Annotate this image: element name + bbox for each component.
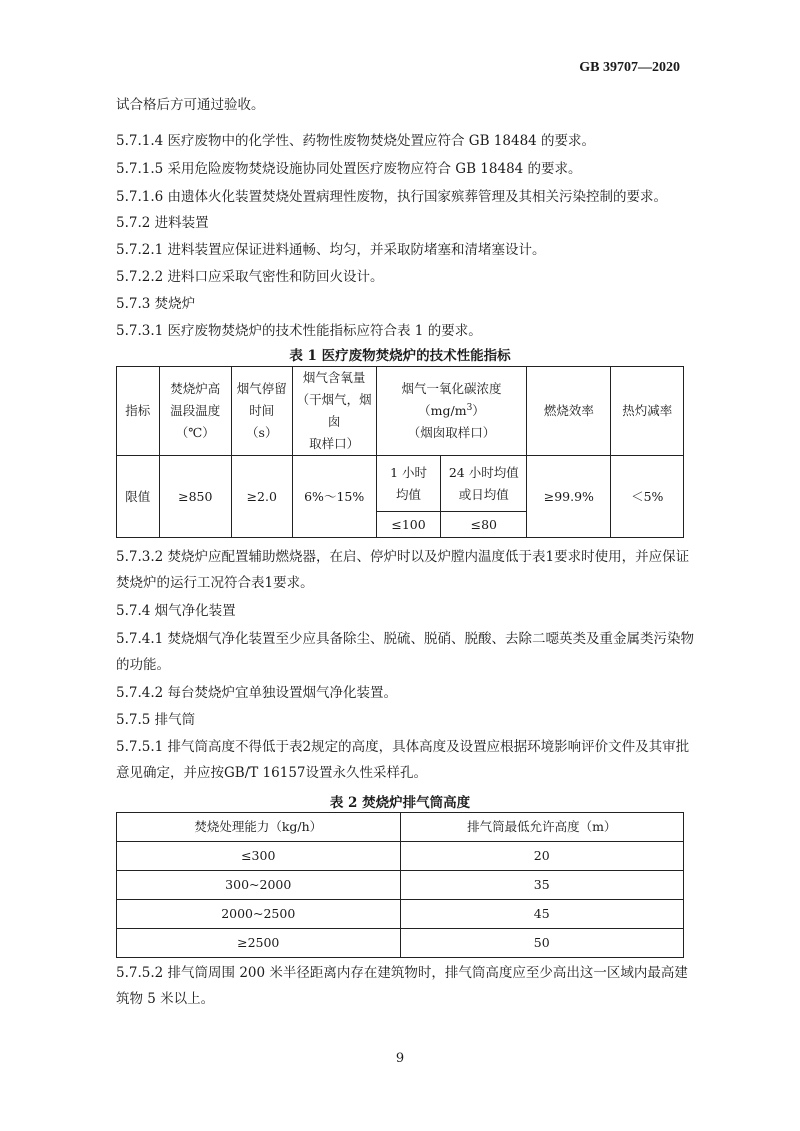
paragraph: 5.7.4.2 每台焚烧炉宜单独设置烟气净化装置。: [116, 685, 398, 701]
header-efficiency: 燃烧效率: [527, 367, 611, 456]
page-number: 9: [395, 1051, 405, 1066]
value-residence-time: ≥2.0: [231, 456, 292, 538]
table1-caption: 表 1 医疗废物焚烧炉的技术性能指标: [289, 348, 511, 364]
capacity-cell: 2000~2500: [117, 900, 401, 929]
section-heading: 5.7.5 排气筒: [116, 712, 196, 728]
header-co-concentration: 烟气一氧化碳浓度 $(mg/m^3)$ （烟囱取样口）: [376, 367, 527, 456]
paragraph: 5.7.1.6 由遗体火化装置焚烧处置病理性废物，执行国家殡葬管理及其相关污染控制的要求。: [116, 189, 668, 205]
paragraph: 5.7.2.2 进料口应采取气密性和防回火设计。: [116, 269, 384, 285]
header-oxygen: 烟气含氧量 （干烟气，烟囱 取样口）: [292, 367, 376, 456]
value-oxygen: 6%～15%: [292, 456, 376, 538]
paragraph: 5.7.4.1 焚烧烟气净化装置至少应具备除尘、脱硫、脱硝、脱酸、去除二噁英类及重金属类污染物的功能。: [116, 631, 695, 673]
paragraph: 5.7.1.4 医疗废物中的化学性、药物性废物焚烧处置应符合 GB 18484 的要求。: [116, 133, 596, 149]
value-loss-on-ignition: ＜5%: [611, 456, 684, 538]
height-cell: 35: [400, 871, 684, 900]
row-label: 限值: [117, 456, 160, 538]
paragraph: 5.7.2.1 进料装置应保证进料通畅、均匀，并采取防堵塞和清堵塞设计。: [116, 242, 546, 258]
incinerator-performance-table: [116, 366, 684, 538]
paragraph: 5.7.3.2 焚烧炉应配置辅助燃烧器，在启、停炉时以及炉膛内温度低于表1要求时使用，并应保证焚烧炉的运行工况符合表1要求。: [116, 549, 690, 591]
table-row: [117, 900, 684, 929]
header-capacity: 焚烧处理能力（kg/h）: [117, 813, 401, 842]
section-heading: 5.7.2 进料装置: [116, 215, 209, 231]
header-temperature: 焚烧炉高 温段温度 （℃）: [159, 367, 231, 456]
co-day-label: 24 小时均值 或日均值: [441, 456, 527, 512]
standard-code-header: GB 39707—2020: [579, 60, 680, 75]
stack-height-table: [116, 812, 684, 958]
table-row: [117, 871, 684, 900]
paragraph: 5.7.1.5 采用危险废物焚烧设施协同处置医疗废物应符合 GB 18484 的要求。: [116, 161, 582, 177]
capacity-cell: ≥2500: [117, 929, 401, 958]
capacity-cell: 300~2000: [117, 871, 401, 900]
table-row: [117, 842, 684, 871]
header-min-height: 排气筒最低允许高度（m）: [400, 813, 684, 842]
height-cell: 20: [400, 842, 684, 871]
paragraph: 5.7.3.1 医疗废物焚烧炉的技术性能指标应符合表 1 的要求。: [116, 323, 482, 339]
header-index: 指标: [117, 367, 160, 456]
value-efficiency: ≥99.9%: [527, 456, 611, 538]
table-row: [117, 929, 684, 958]
paragraph: 试合格后方可通过验收。: [116, 97, 265, 113]
co-hour-label: 1 小时 均值: [376, 456, 441, 512]
capacity-cell: ≤300: [117, 842, 401, 871]
table2-caption: 表 2 焚烧炉排气筒高度: [329, 795, 471, 811]
paragraph: 5.7.5.2 排气筒周围 200 米半径距离内存在建筑物时，排气筒高度应至少高出这一区域内最高建筑物 5 米以上。: [116, 965, 688, 1007]
height-cell: 45: [400, 900, 684, 929]
value-temperature: ≥850: [159, 456, 231, 538]
header-residence-time: 烟气停留 时间 （s）: [231, 367, 292, 456]
header-loss-on-ignition: 热灼减率: [611, 367, 684, 456]
value-co-day: ≤80: [441, 512, 527, 538]
value-co-hour: ≤100: [376, 512, 441, 538]
section-heading: 5.7.3 焚烧炉: [116, 296, 196, 312]
paragraph: 5.7.5.1 排气筒高度不得低于表2规定的高度，具体高度及设置应根据环境影响评价文件及其审批意见确定，并应按GB/T 16157设置永久性采样孔。: [116, 739, 690, 781]
section-heading: 5.7.4 烟气净化装置: [116, 603, 236, 619]
height-cell: 50: [400, 929, 684, 958]
